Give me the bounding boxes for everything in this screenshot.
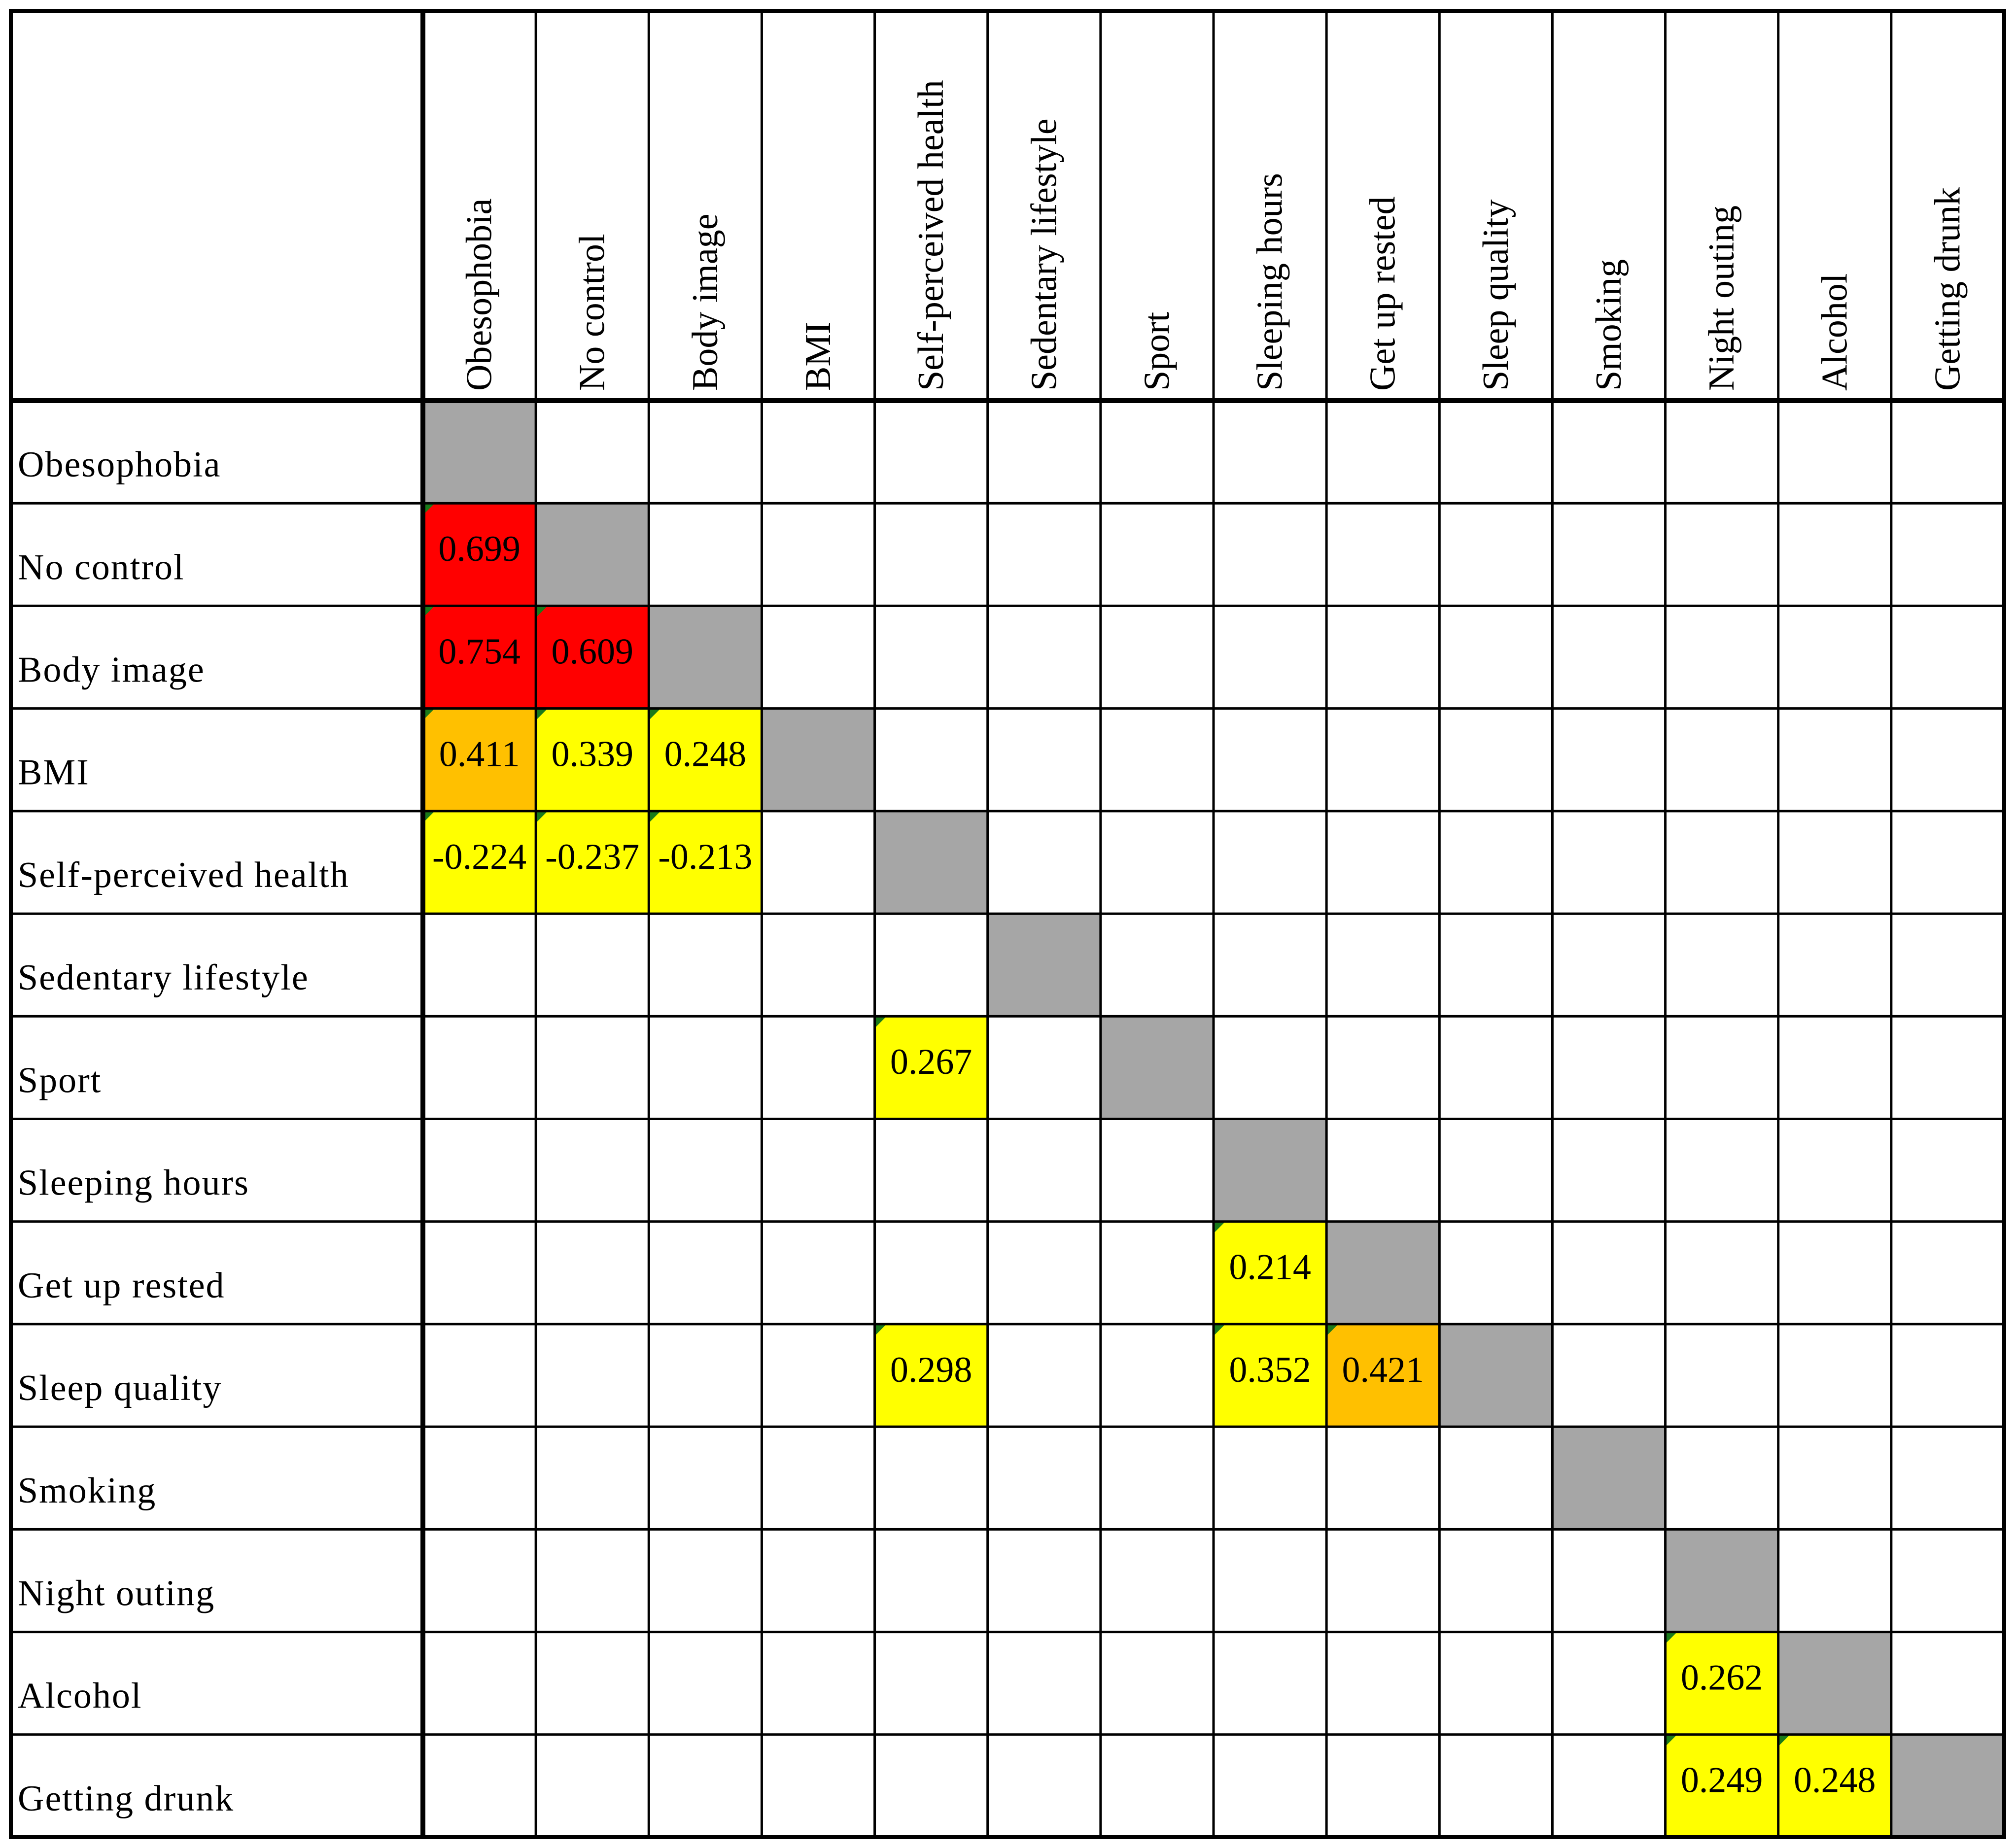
row-label: BMI xyxy=(18,752,90,793)
column-label: Sleep quality xyxy=(1475,199,1516,391)
column-label: Getting drunk xyxy=(1927,187,1968,391)
cell-value-label: 0.248 xyxy=(664,734,747,775)
column-label: Night outing xyxy=(1702,205,1742,391)
row-label: Sport xyxy=(18,1060,102,1101)
column-label: Obesophobia xyxy=(459,198,500,391)
diagonal-cell xyxy=(1326,1222,1439,1324)
column-label: Sport xyxy=(1137,311,1178,391)
cell-value-label: 0.699 xyxy=(438,529,521,570)
cell-value-label: 0.249 xyxy=(1680,1760,1763,1801)
cell-value-label: 0.267 xyxy=(890,1042,973,1083)
diagonal-cell xyxy=(423,401,536,503)
column-label: Smoking xyxy=(1589,259,1629,391)
cell-value-label: 0.411 xyxy=(439,734,520,775)
diagonal-cell xyxy=(762,709,874,811)
column-label: BMI xyxy=(798,322,838,391)
row-label: Alcohol xyxy=(18,1676,142,1716)
cell-value-label: 0.298 xyxy=(890,1349,973,1390)
row-label: Night outing xyxy=(18,1573,215,1614)
row-label: Self-perceived health xyxy=(18,855,349,895)
row-label: Smoking xyxy=(18,1471,157,1511)
cell-value-label: 0.214 xyxy=(1229,1247,1311,1288)
row-label: Body image xyxy=(18,650,205,690)
column-label: No control xyxy=(572,234,613,391)
row-label: Getting drunk xyxy=(18,1778,235,1819)
cell-value-label: 0.262 xyxy=(1680,1657,1763,1698)
cell-value-label: -0.224 xyxy=(432,836,527,877)
cell-value-label: 0.609 xyxy=(551,631,633,672)
row-label: Sedentary lifestyle xyxy=(18,958,309,998)
cell-value-label: -0.213 xyxy=(658,836,753,877)
cell-value-label: -0.237 xyxy=(545,836,640,877)
row-label: Sleeping hours xyxy=(18,1163,249,1203)
diagonal-cell xyxy=(649,606,762,708)
row-label: No control xyxy=(18,547,185,588)
column-label: Alcohol xyxy=(1814,273,1855,391)
row-label: Obesophobia xyxy=(18,445,221,485)
diagonal-cell xyxy=(1778,1632,1891,1735)
column-label: Self-perceived health xyxy=(911,80,952,391)
diagonal-cell xyxy=(1101,1016,1214,1119)
cell-value-label: 0.352 xyxy=(1229,1349,1311,1390)
diagonal-cell xyxy=(1552,1427,1665,1529)
diagonal-cell xyxy=(875,811,988,914)
diagonal-cell xyxy=(1439,1324,1552,1427)
diagonal-cell xyxy=(988,914,1101,1016)
column-label: Get up rested xyxy=(1362,196,1403,391)
column-label: Body image xyxy=(685,213,726,391)
diagonal-cell xyxy=(536,503,649,606)
column-label: Sleeping hours xyxy=(1250,173,1290,391)
row-label: Get up rested xyxy=(18,1265,225,1306)
row-label: Sleep quality xyxy=(18,1368,222,1409)
cell-value-label: 0.248 xyxy=(1794,1760,1876,1801)
diagonal-cell xyxy=(1891,1735,2004,1837)
cell-value-label: 0.339 xyxy=(551,734,633,775)
diagonal-cell xyxy=(1214,1119,1326,1222)
cell-value-label: 0.421 xyxy=(1342,1349,1424,1390)
cell-value-label: 0.754 xyxy=(438,631,521,672)
column-label: Sedentary lifestyle xyxy=(1024,118,1065,391)
diagonal-cell xyxy=(1666,1529,1778,1632)
